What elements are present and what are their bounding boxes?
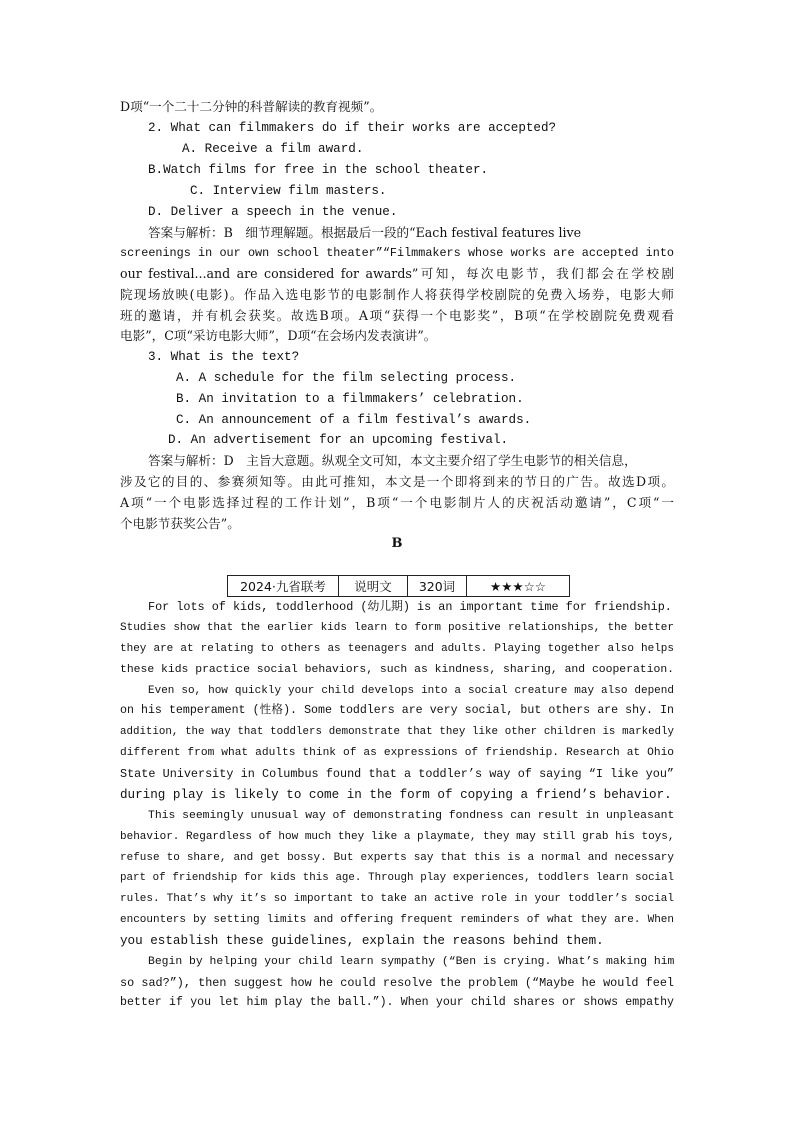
q3-explanation-line: A项“一个电影选择过程的工作计划”，B项“一个电影制片人的庆祝活动邀请”，C项“一 (120, 495, 674, 510)
q2-explanation-line: 院现场放映(电影)。作品入选电影节的电影制作人将获得学校剧院的免费入场券，电影大师 (120, 287, 674, 302)
q2-option-b: B.Watch films for free in the school theater. (148, 163, 489, 177)
q3-option-b: B. An invitation to a filmmakers’ celebration. (176, 392, 524, 406)
passage-info-table (227, 575, 570, 597)
section-heading: B (391, 536, 403, 551)
passage-line: during play is likely to come in the form of copying a friend’s behavior. (120, 788, 672, 802)
q2-explanation-line: 答案与解析：B 细节理解题。根据最后一段的“Each festival features live (148, 225, 582, 240)
difficulty-rating: ★★★☆☆ (467, 576, 570, 597)
passage-line: State University in Columbus found that a toddler’s way of saying “I like you” (120, 767, 674, 781)
passage-line: For lots of kids, toddlerhood (幼儿期) is an important time for friendship. (148, 600, 672, 614)
passage-line: Studies show that the earlier kids learn to form positive relationships, the better (120, 622, 674, 634)
q2-option-c: C. Interview film masters. (190, 184, 387, 198)
passage-line: addition, the way that toddlers demonstrate that they like other children is markedly (120, 726, 674, 738)
passage-line: part of friendship for kids this age. Through play experiences, toddlers learn social (120, 872, 674, 884)
passage-line: these kids practice social behaviors, such as kindness, sharing, and cooperation. (120, 664, 674, 676)
q1-option-d-translation: D项“一个二十二分钟的科普解读的教育视频”。 (120, 99, 383, 114)
q2-explanation-line: our festival...and are considered for awards”可知，每次电影节，我们都会在学校剧 (120, 266, 674, 281)
q3-option-c: C. An announcement of a film festival’s awards. (176, 413, 532, 427)
passage-line: they are at relating to others as teenagers and adults. Playing together also helps (120, 643, 674, 655)
passage-line: Begin by helping your child learn sympathy (“Ben is crying. What’s making him (148, 956, 675, 968)
q2-explanation-line: 电影”，C项“采访电影大师”，D项“在会场内发表演讲”。 (120, 328, 437, 343)
source-cell: 2024·九省联考 (228, 576, 339, 597)
q3-option-d: D. An advertisement for an upcoming festival. (168, 433, 509, 447)
passage-line: Even so, how quickly your child develops into a social creature may also depend (148, 685, 674, 697)
passage-line: on his temperament (性格). Some toddlers are very social, but others are shy. In (120, 704, 674, 717)
passage-line: behavior. Regardless of how much they like a playmate, they may still grab his toys, (120, 831, 675, 843)
passage-line: refuse to share, and get bossy. But experts say that this is a normal and necessary (120, 852, 674, 864)
passage-line: encounters by setting limits and offering frequent reminders of what they are. When (120, 914, 674, 926)
q3-explanation-line: 涉及它的目的、参赛须知等。由此可推知，本文是一个即将到来的节日的广告。故选D项。 (120, 474, 674, 489)
q3-explanation-line: 个电影节获奖公告”。 (120, 516, 240, 531)
q2-explanation-line: 班的邀请，并有机会获奖。故选B项。A项“获得一个电影奖”，B项“在学校剧院免费观看 (120, 308, 674, 323)
q2-option-a: A. Receive a film award. (182, 142, 364, 156)
passage-line: rules. That’s why it’s so important to take an active role in your toddler’s social (120, 893, 674, 905)
q3-option-a: A. A schedule for the film selecting process. (176, 371, 517, 385)
passage-line: so sad?”), then suggest how he could resolve the problem (“Maybe he would feel (120, 976, 674, 990)
passage-line: you establish these guidelines, explain the reasons behind them. (120, 934, 604, 948)
question-3: 3. What is the text? (148, 350, 300, 364)
q2-explanation-line: screenings in our own school theater”“Filmmakers whose works are accepted into (120, 246, 674, 260)
question-2: 2. What can filmmakers do if their works are accepted? (148, 121, 557, 135)
word-count-cell: 320词 (408, 576, 467, 597)
q2-option-d: D. Deliver a speech in the venue. (148, 205, 398, 219)
q3-explanation-line: 答案与解析：D 主旨大意题。纵观全文可知，本文主要介绍了学生电影节的相关信息， (148, 453, 637, 468)
passage-line: better if you let him play the ball.”). When your child shares or shows empathy (120, 996, 674, 1009)
passage-line: different from what adults think of as expressions of friendship. Research at Ohio (120, 747, 674, 759)
passage-line: This seemingly unusual way of demonstrating fondness can result in unpleasant (148, 810, 675, 822)
genre-cell: 说明文 (339, 576, 408, 597)
